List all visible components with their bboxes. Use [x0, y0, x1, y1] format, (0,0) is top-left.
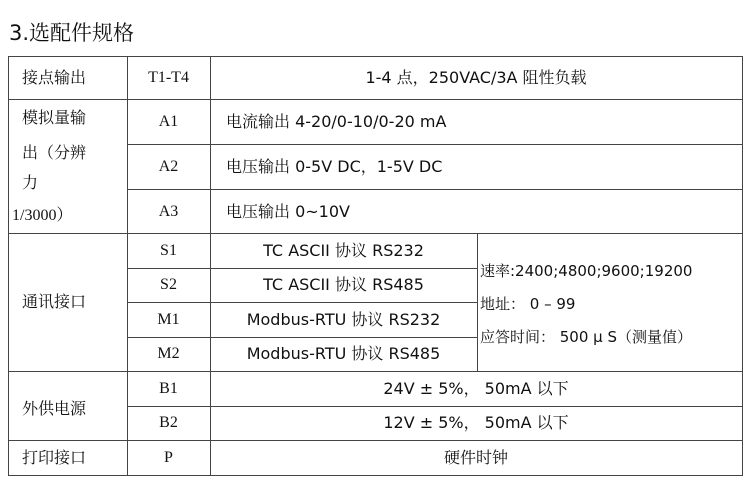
code-s1: S1: [160, 242, 177, 259]
desc-m1: Modbus-RTU 协议 RS232: [246, 310, 441, 329]
group-analog-output-line-1: 模拟量输: [22, 108, 87, 127]
code-s2: S2: [160, 276, 177, 293]
code-a3: A3: [158, 203, 179, 220]
desc-b2: 12V ± 5%， 50mA 以下: [383, 413, 569, 432]
comm-baud-rate-note: 速率:2400;4800;9600;19200: [480, 262, 693, 280]
desc-m2: Modbus-RTU 协议 RS485: [246, 344, 441, 363]
desc-a2: 电压输出 0-5V DC，1-5V DC: [226, 157, 443, 176]
code-p: P: [164, 449, 173, 466]
group-print-interface: 打印接口: [22, 448, 87, 467]
group-analog-output-line-3: 力: [22, 173, 39, 192]
group-external-power: 外供电源: [22, 399, 87, 418]
group-comm-interface: 通讯接口: [22, 292, 87, 311]
comm-address-note: 地址： 0 – 99: [480, 295, 576, 313]
comm-response-time-note: 应答时间： 500 μ S（测量值）: [480, 328, 693, 346]
code-a2: A2: [158, 158, 179, 175]
desc-b1: 24V ± 5%， 50mA 以下: [383, 379, 569, 398]
desc-a3: 电压输出 0~10V: [226, 202, 350, 221]
group-relay-output: 接点输出: [22, 68, 87, 87]
code-a1: A1: [158, 113, 179, 130]
code-b2: B2: [159, 414, 178, 431]
desc-a1: 电流输出 4-20/0-10/0-20 mA: [226, 112, 447, 131]
desc-s1: TC ASCII 协议 RS232: [263, 241, 424, 260]
code-t1-t4: T1-T4: [148, 69, 189, 86]
code-m1: M1: [157, 311, 180, 328]
group-analog-output-line-2: 出（分辨: [22, 143, 87, 162]
section-heading: 3.选配件规格: [9, 21, 135, 45]
desc-print: 硬件时钟: [443, 448, 508, 467]
desc-relay-output: 1-4 点，250VAC/3A 阻性负载: [365, 68, 587, 87]
desc-s2: TC ASCII 协议 RS485: [263, 275, 424, 294]
code-b1: B1: [159, 380, 178, 397]
code-m2: M2: [157, 345, 180, 362]
group-analog-output-line-4: 1/3000）: [12, 207, 73, 224]
